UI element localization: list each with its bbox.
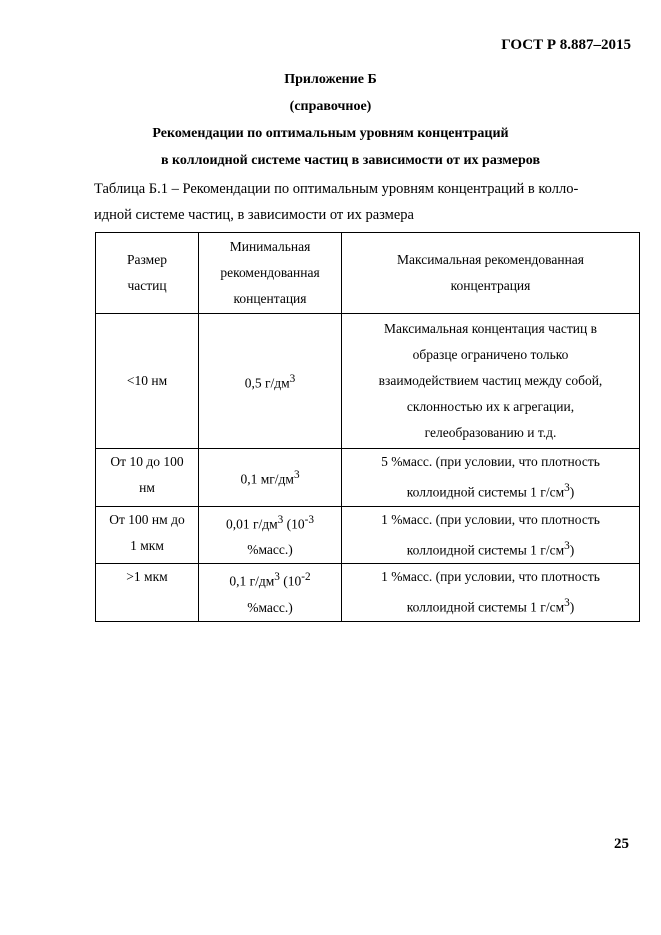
appendix-title: Приложение Б bbox=[284, 72, 377, 87]
min-line2: %масс.) bbox=[247, 542, 293, 557]
header-max-line2: концентрация bbox=[450, 278, 531, 293]
table-header-row bbox=[96, 233, 640, 314]
min-exponent: -3 bbox=[304, 513, 315, 526]
max-superscript: 3 bbox=[564, 597, 570, 609]
table-caption-line2: идной системе частиц, в зависимости от их размера bbox=[94, 207, 414, 223]
max-line2-end: ) bbox=[569, 599, 575, 615]
cell-min bbox=[199, 506, 342, 564]
max-line2: коллоидной системы 1 г/см bbox=[406, 599, 565, 615]
max-superscript: 3 bbox=[564, 539, 570, 552]
table-row bbox=[96, 449, 640, 507]
cell-size bbox=[96, 314, 199, 449]
max-line1: 1 %масс. (при условии, что плотность bbox=[381, 511, 600, 527]
max-line4: склонностью их к агрегации, bbox=[406, 399, 575, 414]
cell-size bbox=[96, 449, 199, 507]
header-max-line1: Максимальная рекомендованная bbox=[396, 252, 585, 267]
min-line2: %масс.) bbox=[247, 599, 293, 615]
max-superscript: 3 bbox=[564, 482, 570, 494]
appendix-type: (справочное) bbox=[289, 99, 372, 114]
cell-max bbox=[342, 314, 640, 449]
size-line1: От 100 нм до bbox=[109, 511, 185, 527]
min-superscript: 3 bbox=[289, 372, 296, 385]
max-line2-end: ) bbox=[569, 542, 575, 557]
min-text: 0,1 мг/дм bbox=[240, 471, 294, 487]
min-text: 0,01 г/дм bbox=[225, 516, 278, 531]
min-text: 0,5 г/дм bbox=[244, 375, 290, 391]
min-superscript: 3 bbox=[277, 513, 284, 526]
header-particle-size bbox=[96, 233, 199, 314]
appendix-heading-line2: в коллоидной системе частиц в зависимости от их размеров bbox=[160, 153, 541, 168]
min-exponent: -2 bbox=[301, 571, 311, 583]
standard-number: ГОСТ Р 8.887–2015 bbox=[501, 37, 631, 53]
min-text: 0,1 г/дм bbox=[229, 573, 275, 589]
table-row bbox=[96, 314, 640, 449]
cell-min bbox=[199, 314, 342, 449]
size-line2: нм bbox=[139, 480, 155, 495]
size-text: <10 нм bbox=[126, 373, 168, 388]
max-line1: 1 %масс. (при условии, что плотность bbox=[381, 569, 600, 584]
max-line2: образце ограничено только bbox=[412, 347, 569, 362]
header-min-concentration bbox=[199, 233, 342, 314]
cell-size bbox=[96, 564, 199, 622]
max-line1: Максимальная концентация частиц в bbox=[384, 321, 597, 336]
table-caption-line1: Таблица Б.1 – Рекомендации по оптимальным уровням концентраций в колло- bbox=[94, 181, 579, 197]
max-line2: коллоидной системы 1 г/см bbox=[406, 542, 565, 557]
header-min-line1: Минимальная bbox=[229, 239, 311, 254]
size-line2: 1 мкм bbox=[130, 537, 164, 553]
min-superscript: 3 bbox=[293, 469, 300, 481]
cell-max bbox=[342, 564, 640, 622]
max-line2-end: ) bbox=[569, 484, 575, 500]
table-row bbox=[96, 564, 640, 622]
header-min-line3: концентация bbox=[233, 291, 307, 306]
cell-min bbox=[199, 564, 342, 622]
max-line5: гелеобразованию и т.д. bbox=[424, 425, 557, 440]
size-text: >1 мкм bbox=[126, 569, 168, 584]
header-min-line2: рекомендованная bbox=[220, 265, 320, 280]
page-number: 25 bbox=[614, 836, 629, 852]
recommendations-table bbox=[95, 232, 640, 622]
appendix-heading-line1: Рекомендации по оптимальным уровням концентраций bbox=[152, 126, 509, 141]
min-superscript: 3 bbox=[274, 571, 280, 583]
header-max-concentration bbox=[342, 233, 640, 314]
cell-size bbox=[96, 506, 199, 564]
min-paren: (10 bbox=[279, 573, 302, 589]
max-line2: коллоидной системы 1 г/см bbox=[406, 484, 565, 500]
max-line1: 5 %масс. (при условии, что плотность bbox=[381, 454, 600, 469]
min-paren: (10 bbox=[283, 516, 305, 531]
cell-min bbox=[199, 449, 342, 507]
cell-max bbox=[342, 449, 640, 507]
size-line1: От 10 до 100 bbox=[110, 454, 184, 469]
header-size-line1: Размер bbox=[127, 252, 167, 267]
header-size-line2: частиц bbox=[127, 278, 167, 293]
table-caption bbox=[94, 176, 634, 228]
max-line3: взаимодействием частиц между собой, bbox=[378, 373, 603, 388]
cell-max bbox=[342, 506, 640, 564]
table-row bbox=[96, 506, 640, 564]
